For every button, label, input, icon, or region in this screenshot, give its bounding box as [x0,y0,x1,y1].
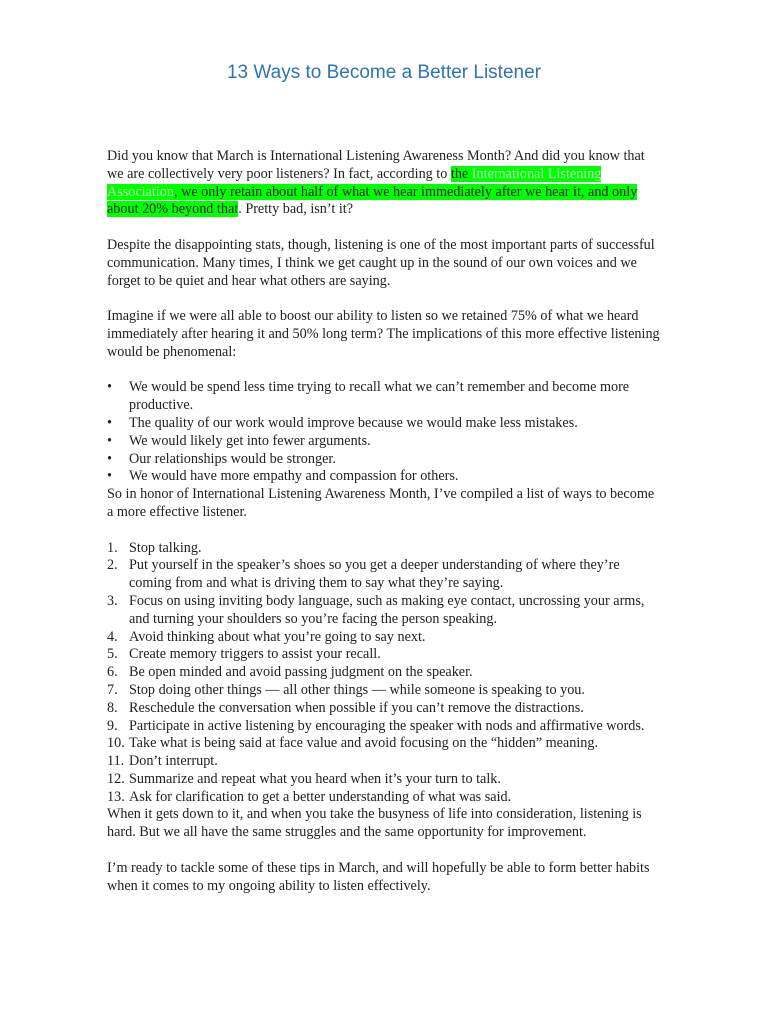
list-item [107,433,663,451]
step-text: Create memory triggers to assist your recall. [129,646,381,663]
highlight-the: the [450,165,472,182]
step-number: 3. [107,592,118,609]
list-item [107,735,663,753]
step-number: 7. [107,681,118,698]
list-item [107,540,663,558]
bullet-text: We would likely get into fewer arguments. [129,432,371,449]
highlight-stat: , we only retain about half of what we hear immediately after we hear it, and only about 20% beyond that [107,183,638,218]
association-link[interactable]: International Listening Association [107,165,602,200]
list-item [107,415,663,433]
step-number: 10. [107,735,125,752]
list-item [107,451,663,469]
intro-text-end: . Pretty bad, isn’t it? [238,201,354,218]
step-text: Avoid thinking about what you’re going to say next. [129,628,426,645]
bullet-icon: • [107,379,112,396]
bullet-text: Our relationships would be stronger. [129,450,336,467]
list-item [107,753,663,771]
bullet-text: We would be spend less time trying to recall what we can’t remember and become more productive. [129,379,630,414]
paragraph-honor: So in honor of International Listening Awareness Month, I’ve compiled a list of ways to become a more effective listener. [107,486,655,520]
step-text: Focus on using inviting body language, such as making eye contact, uncrossing your arms, and turning your shoulders so you’re facing the person speaking. [129,592,645,627]
step-number: 4. [107,628,118,645]
step-number: 8. [107,699,118,716]
benefits-list [107,379,663,486]
list-item [107,557,663,593]
bullet-icon: • [107,468,112,485]
list-item [107,682,663,700]
step-text: Be open minded and avoid passing judgment on the speaker. [129,664,473,681]
bullet-icon: • [107,432,112,449]
list-item [107,593,663,629]
list-item [107,789,663,807]
step-text: Participate in active listening by encouraging the speaker with nods and affirmative words. [129,717,645,734]
paragraph-importance: Despite the disappointing stats, though, listening is one of the most important parts of successful communication. Many times, I think we get caught up in the sound of our own voices and we forget to be quiet and hear what others are saying. [107,236,655,289]
list-item [107,718,663,736]
step-number: 12. [107,770,125,787]
bullet-text: We would have more empathy and compassion for others. [129,468,459,485]
document-body [107,148,663,895]
bullet-icon: • [107,450,112,467]
list-item [107,700,663,718]
intro-paragraph [107,148,663,219]
step-number: 2. [107,557,118,574]
step-number: 11. [107,753,125,770]
step-number: 13. [107,788,125,805]
paragraph-conclusion: When it gets down to it, and when you take the busyness of life into consideration, listening is hard. But we all have the same struggles and the same opportunity for improvement. [107,806,642,841]
step-number: 5. [107,646,118,663]
paragraph-closing: I’m ready to tackle some of these tips in March, and will hopefully be able to form better habits when it comes to my ongoing ability to listen effectively. [107,859,650,894]
list-item [107,629,663,647]
step-text: Take what is being said at face value and avoid focusing on the “hidden” meaning. [129,735,599,752]
document-title: 13 Ways to Become a Better Listener [226,62,541,83]
step-text: Ask for clarification to get a better understanding of what was said. [129,788,512,805]
list-item [107,646,663,664]
step-text: Summarize and repeat what you heard when it’s your turn to talk. [129,770,501,787]
step-text: Don’t interrupt. [129,753,218,770]
step-number: 9. [107,717,118,734]
step-text: Stop doing other things — all other things — while someone is speaking to you. [129,681,585,698]
step-text: Stop talking. [129,539,202,556]
intro-text-start: Did you know that March is International Listening Awareness Month? And did you know that we are collectively very poor listeners? In fact, according to [107,148,645,182]
bullet-icon: • [107,414,112,431]
steps-list [107,540,663,807]
step-number: 1. [107,539,118,556]
list-item [107,379,663,415]
step-text: Reschedule the conversation when possible if you can’t remove the distractions. [129,699,584,716]
paragraph-imagine: Imagine if we were all able to boost our ability to listen so we retained 75% of what we heard immediately after hearing it and 50% long term? The implications of this more effective listening would be phenomenal: [107,308,660,360]
bullet-text: The quality of our work would improve because we would make less mistakes. [129,414,578,431]
step-text: Put yourself in the speaker’s shoes so you get a deeper understanding of where they’re coming from and what is driving them to say what they’re saying. [129,557,620,592]
list-item [107,771,663,789]
step-number: 6. [107,664,118,681]
list-item [107,468,663,486]
list-item [107,664,663,682]
